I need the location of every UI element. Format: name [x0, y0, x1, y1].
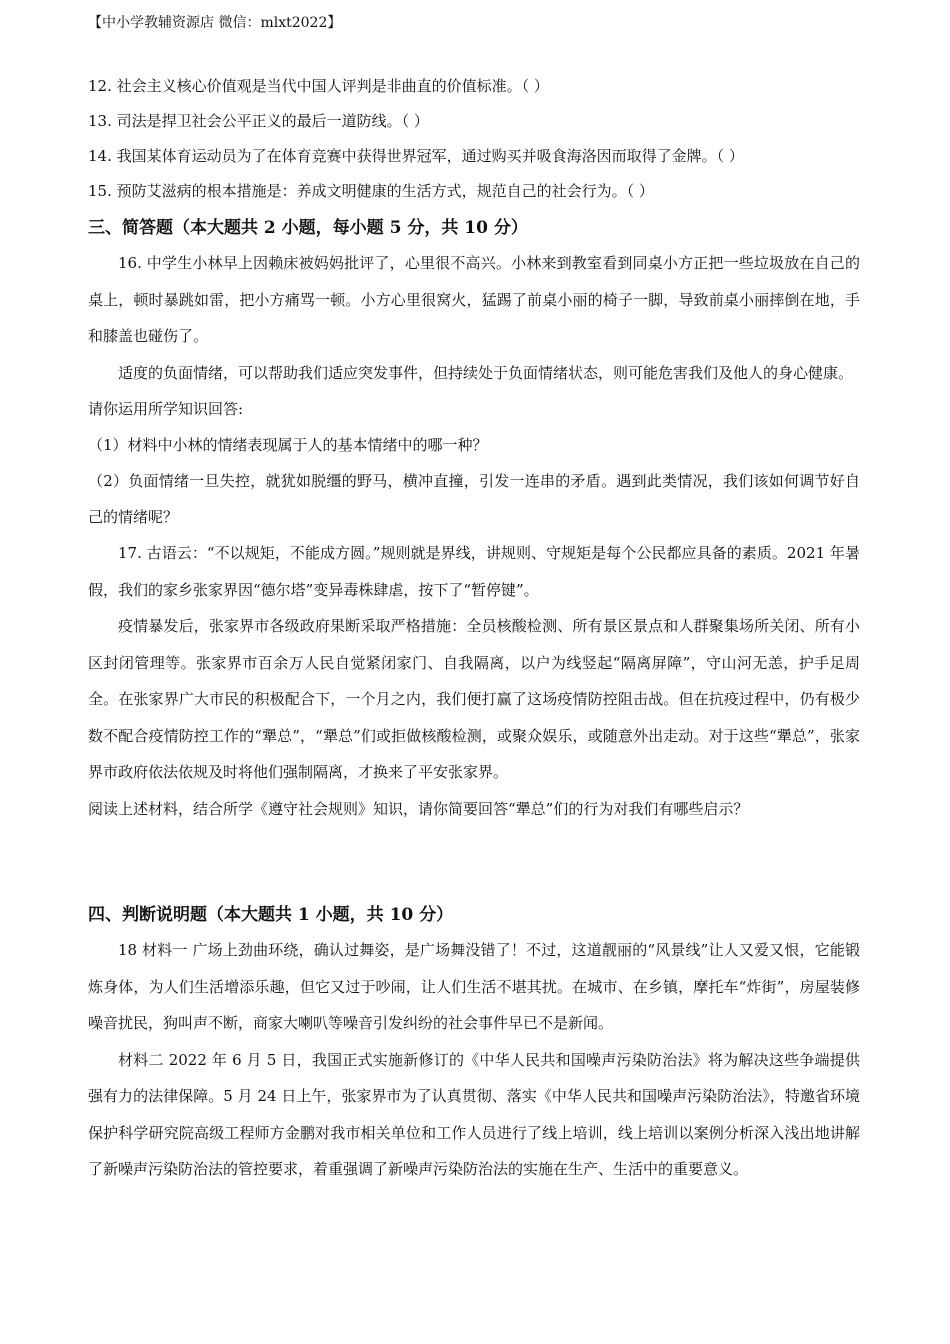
question-14: 14. 我国某体育运动员为了在体育竞赛中获得世界冠军，通过购买并吸食海洛因而取得了金牌。（ ）: [88, 147, 744, 165]
q16-sub-1: （1）材料中小林的情绪表现属于人的基本情绪中的哪一种？: [88, 436, 488, 454]
q16-material-1: 16. 中学生小林早上因赖床被妈妈批评了，心里很不高兴。小林来到教室看到同桌小方正把一些垃圾放在自己的桌上，顿时暴跳如雷，把小方痛骂一顿。小方心里很窝火，猛踢了前桌小丽的椅子一脚，导致前桌小丽摔倒在地，手和膝盖也碰伤了。: [88, 254, 860, 345]
q17-material-2: 疫情暴发后，张家界市各级政府果断采取严格措施：全员核酸检测、所有景区景点和人群聚集场所关闭、所有小区封闭管理等。张家界市百余万人民自觉紧闭家门、自我隔离，以户为线竖起“隔离屏障”，守山河无恙，护手足周全。在张家界广大市民的积极配合下，一个月之内，我们便打赢了这场疫情防控阻击战。但在抗疫过程中，仍有极少数不配合疫情防控工作的“犟总”，“犟总”们或拒做核酸检测，或聚众娱乐，或随意外出走动。对于这些“犟总”，张家界市政府依法依规及时将他们强制隔离，才换来了平安张家界。: [88, 617, 860, 781]
section-4-body: [88, 932, 860, 1188]
page-header: 【中小学教辅资源店 微信：mlxt2022】: [88, 15, 342, 31]
q16-sub-2: （2）负面情绪一旦失控，就犹如脱缰的野马，横冲直撞，引发一连串的矛盾。遇到此类情况，我们该如何调节好自己的情绪呢？: [88, 472, 860, 526]
question-13: 13. 司法是捍卫社会公平正义的最后一道防线。（ ）: [88, 112, 429, 130]
q18-material-2: 材料二 2022 年 6 月 5 日，我国正式实施新修订的《中华人民共和国噪声污染防治法》将为解决这些争端提供强有力的法律保障。5 月 24 日上午，张家界市为了认真贯彻、落实《中华人民共和国噪声污染防治法》，特邀省环境保护科学研究院高级工程师方金鹏对我市相关单位和工作人员进行了线上培训，线上培训以案例分析深入浅出地讲解了新噪声污染防治法的管控要求，着重强调了新噪声污染防治法的实施在生产、生活中的重要意义。: [88, 1050, 860, 1178]
q16-prompt: 请你运用所学知识回答:: [88, 400, 244, 418]
q18-material-1: 18 材料一 广场上劲曲环绕，确认过舞姿，是广场舞没错了！不过，这道靓丽的“风景线”让人又爱又恨，它能锻炼身体，为人们生活增添乐趣，但它又过于吵闹，让人们生活不堪其扰。在城市、在乡镇，摩托车“炸街”，房屋装修噪音扰民，狗叫声不断，商家大喇叭等噪音引发纠纷的社会事件早已不是新闻。: [88, 941, 860, 1032]
q16-material-2: 适度的负面情绪，可以帮助我们适应突发事件，但持续处于负面情绪状态，则可能危害我们及他人的身心健康。: [118, 363, 854, 382]
question-15: 15. 预防艾滋病的根本措施是：养成文明健康的生活方式，规范自己的社会行为。（ ）: [88, 182, 654, 200]
q17-prompt: 阅读上述材料，结合所学《遵守社会规则》知识，请你简要回答“犟总”们的行为对我们有哪些启示？: [88, 799, 749, 818]
section-3-title: 三、简答题（本大题共 2 小题，每小题 5 分，共 10 分）: [88, 218, 528, 238]
question-12: 12. 社会主义核心价值观是当代中国人评判是非曲直的价值标准。（ ）: [88, 77, 549, 95]
q17-material-1: 17. 古语云：“不以规矩，不能成方圆。”规则就是界线，讲规则、守规矩是每个公民都应具备的素质。2021 年暑假，我们的家乡张家界因“德尔塔”变异毒株肆虐，按下了“暂停键”。: [88, 544, 860, 599]
section-3-body: [88, 245, 860, 827]
section-4-title: 四、判断说明题（本大题共 1 小题，共 10 分）: [88, 905, 454, 925]
